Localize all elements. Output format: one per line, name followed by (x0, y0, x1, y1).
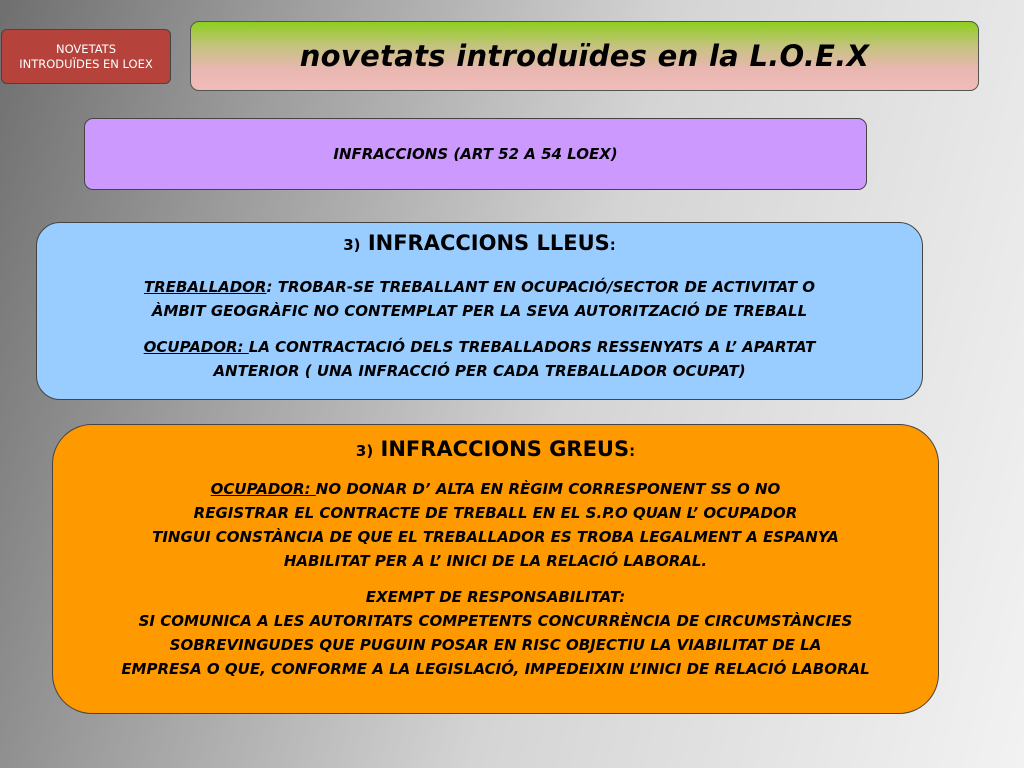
lleus-treballador-line2: ÀMBIT GEOGRÀFIC NO CONTEMPLAT PER LA SEVA AUTORITZACIÓ DE TREBALL (151, 302, 808, 320)
title-banner (190, 21, 979, 91)
lleus-colon: : (609, 236, 616, 254)
greus-heading (53, 437, 938, 461)
section-tag (1, 29, 171, 84)
lleus-treballador-label: TREBALLADOR (143, 278, 267, 296)
greus-exempt-line2: SOBREVINGUDES QUE PUGUIN POSAR EN RISC OBJECTIU LA VIABILITAT DE LA (169, 636, 822, 654)
lleus-panel (36, 222, 923, 400)
greus-panel (52, 424, 939, 714)
greus-exempt-title: EXEMPT DE RESPONSABILITAT: (365, 588, 626, 606)
lleus-ocupador-line2: ANTERIOR ( UNA INFRACCIÓ PER CADA TREBALLADOR OCUPAT) (213, 362, 746, 380)
lleus-treballador-line1 (37, 275, 922, 299)
lleus-number: 3) (343, 236, 361, 254)
greus-exempt-line1: SI COMUNICA A LES AUTORITATS COMPETENTS CONCURRÈNCIA DE CIRCUMSTÀNCIES (138, 612, 853, 630)
greus-number: 3) (355, 442, 374, 460)
page-title: novetats introduïdes en la L.O.E.X (299, 39, 870, 73)
lleus-ocupador-text: LA CONTRACTACIÓ DELS TREBALLADORS RESSENYATS A L’ APARTAT (248, 338, 816, 356)
greus-ocupador-line1 (53, 477, 938, 501)
greus-ocupador-line2: REGISTRAR EL CONTRACTE DE TREBALL EN EL S.P.O QUAN L’ OCUPADOR (193, 504, 798, 522)
lleus-treballador-text: : TROBAR-SE TREBALLANT EN OCUPACIÓ/SECTOR DE ACTIVITAT O (266, 278, 816, 296)
greus-colon: : (629, 442, 636, 460)
greus-heading-text: INFRACCIONS GREUS (380, 437, 630, 461)
lleus-heading (37, 231, 922, 255)
greus-exempt-line3: EMPRESA O QUE, CONFORME A LA LEGISLACIÓ, IMPEDEIXIN L’INICI DE RELACIÓ LABORAL (121, 660, 870, 678)
lleus-ocupador-line1 (37, 335, 922, 359)
lleus-ocupador-label: OCUPADOR: (143, 338, 249, 356)
greus-ocupador-label: OCUPADOR: (210, 480, 316, 498)
subtitle: INFRACCIONS (ART 52 A 54 LOEX) (333, 145, 618, 163)
lleus-heading-text: INFRACCIONS LLEUS (367, 231, 610, 255)
greus-ocupador-text: NO DONAR D’ ALTA EN RÈGIM CORRESPONENT SS O NO (315, 480, 781, 498)
section-tag-line1: NOVETATS (55, 41, 116, 56)
subtitle-banner (84, 118, 867, 190)
greus-ocupador-line3: TINGUI CONSTÀNCIA DE QUE EL TREBALLADOR ES TROBA LEGALMENT A ESPANYA (152, 528, 839, 546)
section-tag-line2: INTRODUÏDES EN LOEX (19, 56, 153, 71)
greus-ocupador-line4: HABILITAT PER A L’ INICI DE LA RELACIÓ LABORAL. (283, 552, 708, 570)
